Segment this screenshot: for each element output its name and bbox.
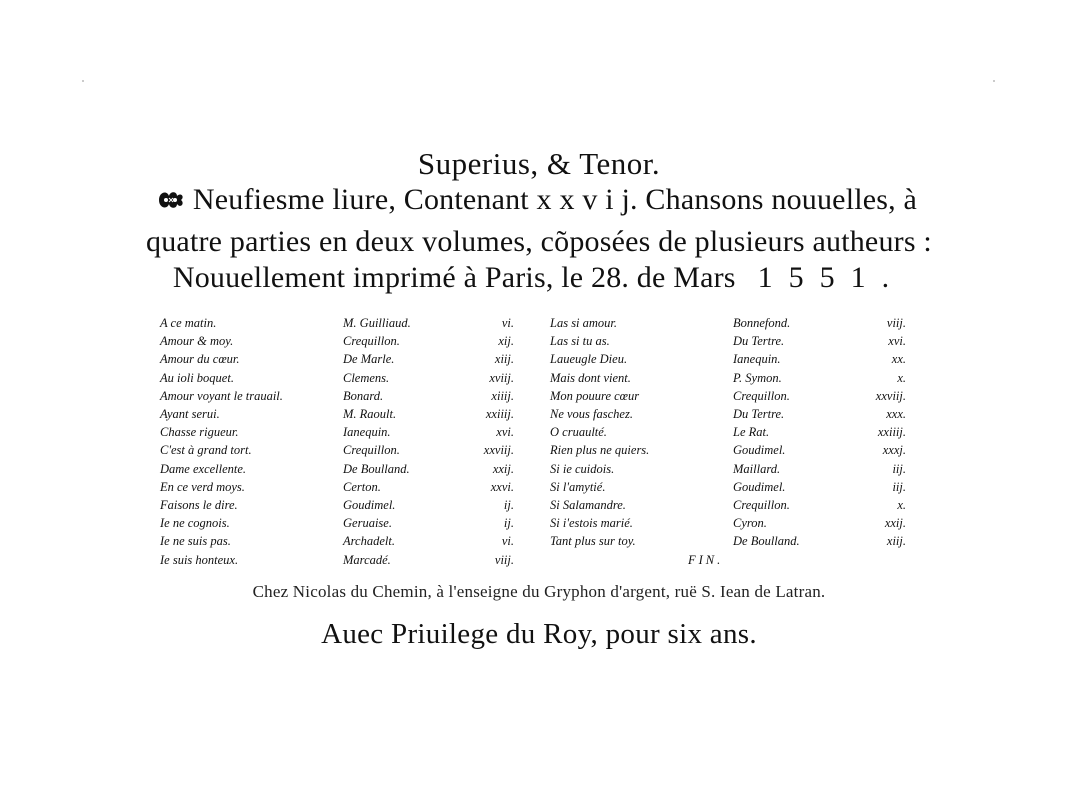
song-title: Amour du cœur.	[160, 352, 240, 366]
printer-imprint: Chez Nicolas du Chemin, à l'enseigne du Gryphon d'argent, ruë S. Iean de Latran.	[252, 582, 826, 601]
table-of-contents	[0, 314, 1078, 584]
song-title: Dame excellente.	[160, 462, 247, 476]
title-line-3: quatre parties en deux volumes, cõposées de plusieurs autheurs :	[146, 225, 932, 258]
song-title: Amour & moy.	[160, 334, 234, 348]
folio-number: ij.	[503, 516, 514, 530]
folio-number: xvi.	[888, 334, 906, 348]
composer-name: Goudimel.	[733, 443, 786, 457]
folio-number: iij.	[892, 462, 906, 476]
composer-name: Ianequin.	[733, 352, 781, 366]
toc-row-right	[0, 369, 1078, 387]
song-title: Amour voyant le trauail.	[160, 389, 283, 403]
toc-row-right	[0, 441, 1078, 459]
title-line-4	[0, 261, 1078, 295]
song-title: Ayant serui.	[160, 407, 220, 421]
song-title: En ce verd moys.	[160, 480, 245, 494]
folio-number: vi.	[501, 316, 514, 330]
folio-number: xvi.	[496, 425, 514, 439]
toc-row-right	[0, 532, 1078, 550]
folio-number: xiij.	[494, 352, 514, 366]
toc-row-right	[0, 514, 1078, 532]
title-line-2-text: Neufiesme liure, Contenant x x v i j. Chansons nouuelles, à	[192, 183, 918, 216]
composer-name: Ianequin.	[343, 425, 391, 439]
folio-number: ij.	[503, 498, 514, 512]
song-title: Ne vous faschez.	[550, 407, 633, 421]
composer-name: Geruaise.	[343, 516, 392, 530]
song-title: Faisons le dire.	[160, 498, 238, 512]
song-title: Chasse rigueur.	[160, 425, 239, 439]
song-title: Ie ne suis pas.	[160, 534, 231, 548]
toc-row-right	[0, 478, 1078, 496]
composer-name: Du Tertre.	[733, 334, 785, 348]
composer-name: Archadelt.	[343, 534, 395, 548]
folio-number: xxvi.	[490, 480, 514, 494]
composer-name: Crequillon.	[733, 498, 790, 512]
folio-number: x.	[897, 498, 906, 512]
composer-name: Goudimel.	[343, 498, 396, 512]
folio-number: xxiiij.	[485, 407, 514, 421]
composer-name: Bonnefond.	[733, 316, 791, 330]
folio-number: xxiiij.	[877, 425, 906, 439]
folio-number: iij.	[892, 480, 906, 494]
title-line-4-text: Nouuellement imprimé à Paris, le 28. de Mars	[172, 261, 736, 294]
composer-name: Certon.	[343, 480, 381, 494]
composer-name: M. Raoult.	[343, 407, 397, 421]
song-title: Mon pouure cœur	[550, 389, 640, 403]
composer-name: P. Symon.	[733, 371, 782, 385]
paper-speck	[993, 80, 995, 82]
folio-number: xxx.	[886, 407, 906, 421]
song-title: Si l'amytié.	[550, 480, 606, 494]
composer-name: Cyron.	[733, 516, 767, 530]
song-title: Rien plus ne quiers.	[550, 443, 650, 457]
song-title: Au ioli boquet.	[160, 371, 234, 385]
folio-number: xxviij.	[875, 389, 906, 403]
folio-number: viij.	[494, 553, 514, 567]
composer-name: Bonard.	[343, 389, 384, 403]
folio-number: xxij.	[492, 462, 514, 476]
composer-name: De Boulland.	[343, 462, 410, 476]
toc-row-right	[0, 460, 1078, 478]
song-title: Ie suis honteux.	[160, 553, 239, 567]
paper-speck	[82, 80, 84, 82]
composer-name: Crequillon.	[733, 389, 790, 403]
song-title: Ie ne cognois.	[160, 516, 230, 530]
composer-name: De Boulland.	[733, 534, 800, 548]
song-title: Si Salamandre.	[550, 498, 626, 512]
song-title: Las si tu as.	[550, 334, 610, 348]
song-title: Si i'estois marié.	[550, 516, 633, 530]
folio-number: x.	[897, 371, 906, 385]
song-title: A ce matin.	[160, 316, 217, 330]
folio-number: xxviij.	[483, 443, 514, 457]
royal-privilege: Auec Priuilege du Roy, pour six ans.	[321, 618, 757, 650]
toc-row-right	[0, 387, 1078, 405]
publication-year: 1551.	[757, 261, 906, 294]
toc-row-right	[0, 423, 1078, 441]
title-voices: Superius, & Tenor.	[417, 146, 661, 181]
composer-name: Crequillon.	[343, 334, 400, 348]
folio-number: xviij.	[489, 371, 514, 385]
song-title: O cruaulté.	[550, 425, 607, 439]
fleuron-ornament-icon	[157, 185, 185, 219]
toc-row-right	[0, 405, 1078, 423]
composer-name: Marcadé.	[343, 553, 391, 567]
composer-name: Le Rat.	[733, 425, 770, 439]
folio-number: xxxj.	[882, 443, 906, 457]
title-line-2	[0, 183, 1078, 219]
folio-number: xiiij.	[491, 389, 514, 403]
toc-row-right	[0, 350, 1078, 368]
toc-row-right	[0, 496, 1078, 514]
song-title: Laueugle Dieu.	[550, 352, 628, 366]
song-title: Tant plus sur toy.	[550, 534, 636, 548]
composer-name: De Marle.	[343, 352, 395, 366]
composer-name: Clemens.	[343, 371, 390, 385]
song-title: Si ie cuidois.	[550, 462, 615, 476]
composer-name: Crequillon.	[343, 443, 400, 457]
composer-name: Goudimel.	[733, 480, 786, 494]
toc-row-right	[0, 314, 1078, 332]
toc-row-left	[0, 551, 1078, 569]
toc-row-right	[0, 332, 1078, 350]
folio-number: vi.	[501, 534, 514, 548]
composer-name: Du Tertre.	[733, 407, 785, 421]
song-title: Mais dont vient.	[550, 371, 631, 385]
song-title: Las si amour.	[550, 316, 618, 330]
song-title: C'est à grand tort.	[160, 443, 252, 457]
folio-number: xij.	[498, 334, 514, 348]
folio-number: xx.	[891, 352, 906, 366]
composer-name: Maillard.	[733, 462, 781, 476]
fin-marker: FIN.	[688, 553, 724, 567]
composer-name: M. Guilliaud.	[343, 316, 411, 330]
folio-number: xxij.	[884, 516, 906, 530]
folio-number: viij.	[886, 316, 906, 330]
folio-number: xiij.	[886, 534, 906, 548]
